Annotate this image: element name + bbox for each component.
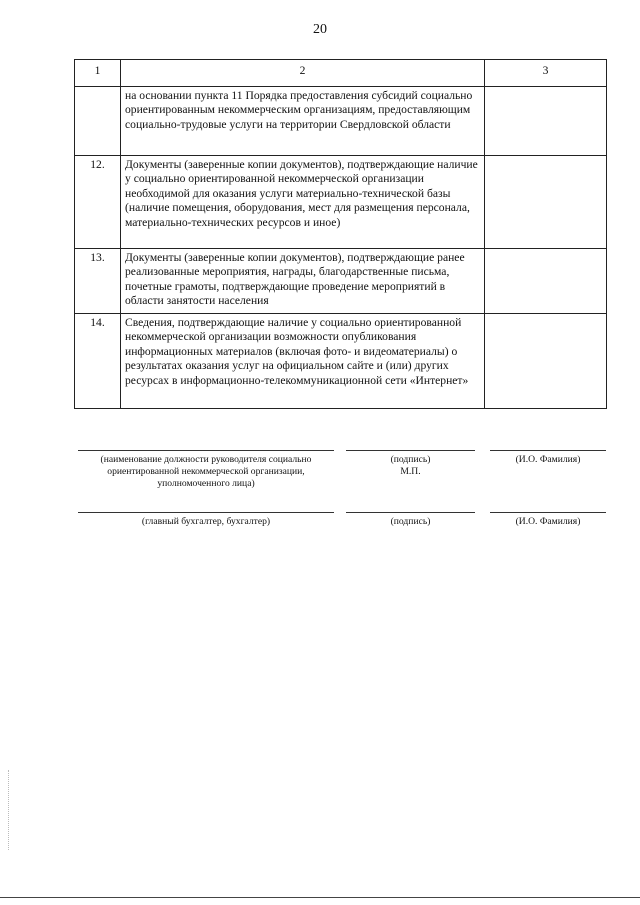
accountant-caption: (главный бухгалтер, бухгалтер): [141, 516, 271, 527]
row-text: Сведения, подтверждающие наличие у социально ориентированной некоммерческой организации возможности опубликования информационных материалов (включая фото- и видеоматериалы) о результатах оказания услуг на официальном сайте и (или) других ресурсах в информационно-телекоммуникационной сети «Интернет»: [121, 314, 485, 409]
documents-table: [74, 59, 607, 409]
accountant-signature-line: [346, 512, 475, 513]
column-header-3: 3: [485, 60, 607, 87]
head-signature-line: [346, 450, 475, 451]
row-value: [485, 314, 607, 409]
row-value: [485, 249, 607, 314]
row-text: на основании пункта 11 Порядка предоставления субсидий социально ориентированным некоммерческим организациям, предоставляющим социально-трудовые услуги на территории Свердловской области: [121, 87, 485, 156]
table-row: [75, 249, 607, 314]
row-text: Документы (заверенные копии документов), подтверждающие наличие у социально ориентированной некоммерческой организации необходимой для оказания услуги материально-технической базы (наличие помещения, оборудования, мест для размещения персонала, материально-технических ресурсов и иное): [121, 156, 485, 249]
row-number: [75, 87, 121, 156]
accountant-line: [78, 512, 334, 513]
page-bottom-rule: [0, 897, 640, 898]
signature-caption: (подпись): [390, 454, 431, 465]
row-value: [485, 87, 607, 156]
row-number: 13.: [75, 249, 121, 314]
table-row: [75, 156, 607, 249]
head-position-caption: (наименование должности руководителя социально ориентированной некоммерческой организации, уполномоченного лица): [100, 454, 312, 489]
signature-caption-2: (подпись): [390, 516, 431, 527]
row-number: 12.: [75, 156, 121, 249]
row-value: [485, 156, 607, 249]
scan-margin-dots: [8, 770, 11, 850]
name-caption-2: (И.О. Фамилия): [515, 516, 581, 527]
accountant-name-line: [490, 512, 606, 513]
column-header-2: 2: [121, 60, 485, 87]
stamp-caption: М.П.: [400, 466, 421, 477]
head-name-line: [490, 450, 606, 451]
row-text: Документы (заверенные копии документов), подтверждающие ранее реализованные мероприятия, награды, благодарственные письма, почетные грамоты, подтверждающие проведение мероприятий в области занятости населения: [121, 249, 485, 314]
head-position-line: [78, 450, 334, 451]
row-number: 14.: [75, 314, 121, 409]
table-row: [75, 314, 607, 409]
page-number: 20: [313, 22, 327, 37]
table-row: [75, 87, 607, 156]
name-caption: (И.О. Фамилия): [515, 454, 581, 465]
column-header-1: 1: [75, 60, 121, 87]
table-header-row: [75, 60, 607, 87]
